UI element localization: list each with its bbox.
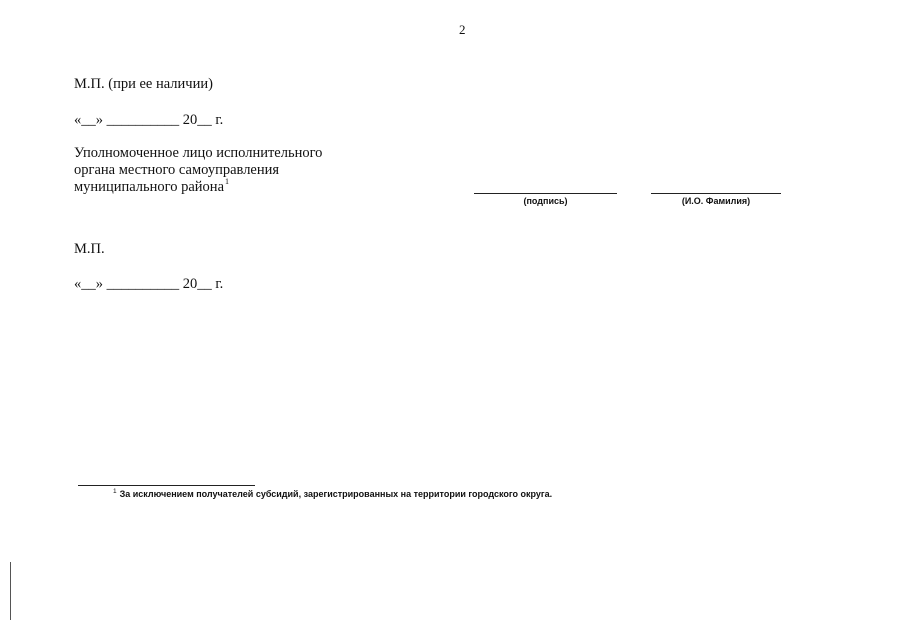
- authorized-person-line-3: [74, 179, 229, 197]
- stamp-label-2: М.П.: [74, 241, 105, 257]
- authorized-person-line-1: Уполномоченное лицо исполнительного: [74, 145, 323, 161]
- date-line-1: «__» __________ 20__ г.: [74, 112, 224, 128]
- signature-caption: (подпись): [523, 196, 568, 206]
- name-caption: (И.О. Фамилия): [681, 196, 751, 206]
- authorized-person-line-3-text: муниципального района: [74, 179, 224, 195]
- page-number: 2: [459, 22, 466, 37]
- footnote-text: За исключением получателей субсидий, зарегистрированных на территории городского округа.: [119, 489, 553, 499]
- footnote-mark: 1: [113, 488, 117, 495]
- stamp-label-1: М.П. (при ее наличии): [74, 76, 213, 92]
- signature-line: [474, 193, 617, 194]
- authorized-person-line-2: органа местного самоуправления: [74, 162, 280, 178]
- footnote: [113, 489, 552, 499]
- date-line-2: «__» __________ 20__ г.: [74, 276, 224, 292]
- scan-edge-mark: [10, 562, 11, 620]
- footnote-rule: [78, 485, 255, 486]
- footnote-reference: 1: [225, 177, 229, 186]
- name-line: [651, 193, 781, 194]
